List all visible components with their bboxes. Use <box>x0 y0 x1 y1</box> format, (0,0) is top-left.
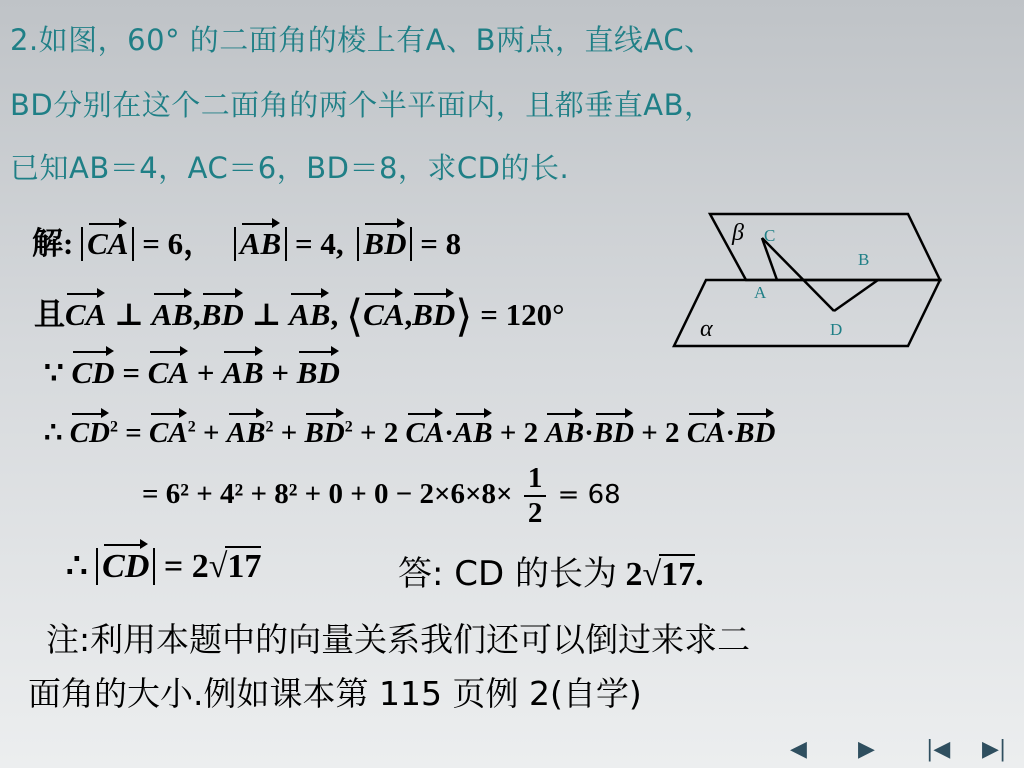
next-slide-button[interactable]: ▶ <box>858 737 875 762</box>
last-slide-button[interactable]: ▶| <box>982 737 1007 762</box>
plane-alpha <box>674 280 940 346</box>
solution-conditions: 且CA ⊥ AB,BD ⊥ AB, ⟨CA,BD⟩ = 120° <box>34 292 565 341</box>
solution-expansion: ∴ $CD^2 = CA^2 + AB^2 + BD^2 + 2$ CA·AB + 2 AB·BD + 2 CA·BD <box>44 417 776 449</box>
plane-beta <box>710 214 940 280</box>
segment-cd <box>762 238 834 311</box>
solution-vector-sum: ∵ CD = CA + AB + BD <box>44 355 340 390</box>
dihedral-angle-figure <box>668 208 958 358</box>
problem-line-1: 2.如图，60° 的二面角的棱上有A、B两点，直线AC、 <box>10 23 714 57</box>
answer-line: 答: CD 的长为 2√17. <box>398 554 704 594</box>
note-line-2: 面角的大小.例如课本第 115 页例 2(自学) <box>28 674 642 713</box>
label-c: C <box>764 226 776 245</box>
label-alpha: α <box>700 316 713 342</box>
prev-slide-button[interactable]: ◀ <box>790 737 807 762</box>
solution-evaluation: = 6² + 4² + 8² + 0 + 0 − 2×6×8× $\frac{1}{2}$ = 68 <box>142 462 621 530</box>
segment-bd <box>834 280 878 311</box>
solution-result: ∴ CD = 2√17 <box>66 548 262 585</box>
solution-label: 解 <box>32 226 63 262</box>
label-a: A <box>754 283 767 302</box>
label-d: D <box>830 320 843 339</box>
first-slide-button[interactable]: |◀ <box>926 737 951 762</box>
label-beta: β <box>732 220 744 246</box>
note-line-1: 注:利用本题中的向量关系我们还可以倒过来求二 <box>46 620 751 659</box>
solution-magnitudes: 解: CA = 6， AB = 4, BD = 8 <box>32 226 462 262</box>
problem-line-3: 已知AB＝4，AC＝6，BD＝8，求CD的长. <box>10 151 570 185</box>
label-b: B <box>858 250 870 269</box>
problem-line-2: BD分别在这个二面角的两个半平面内，且都垂直AB， <box>10 88 714 122</box>
